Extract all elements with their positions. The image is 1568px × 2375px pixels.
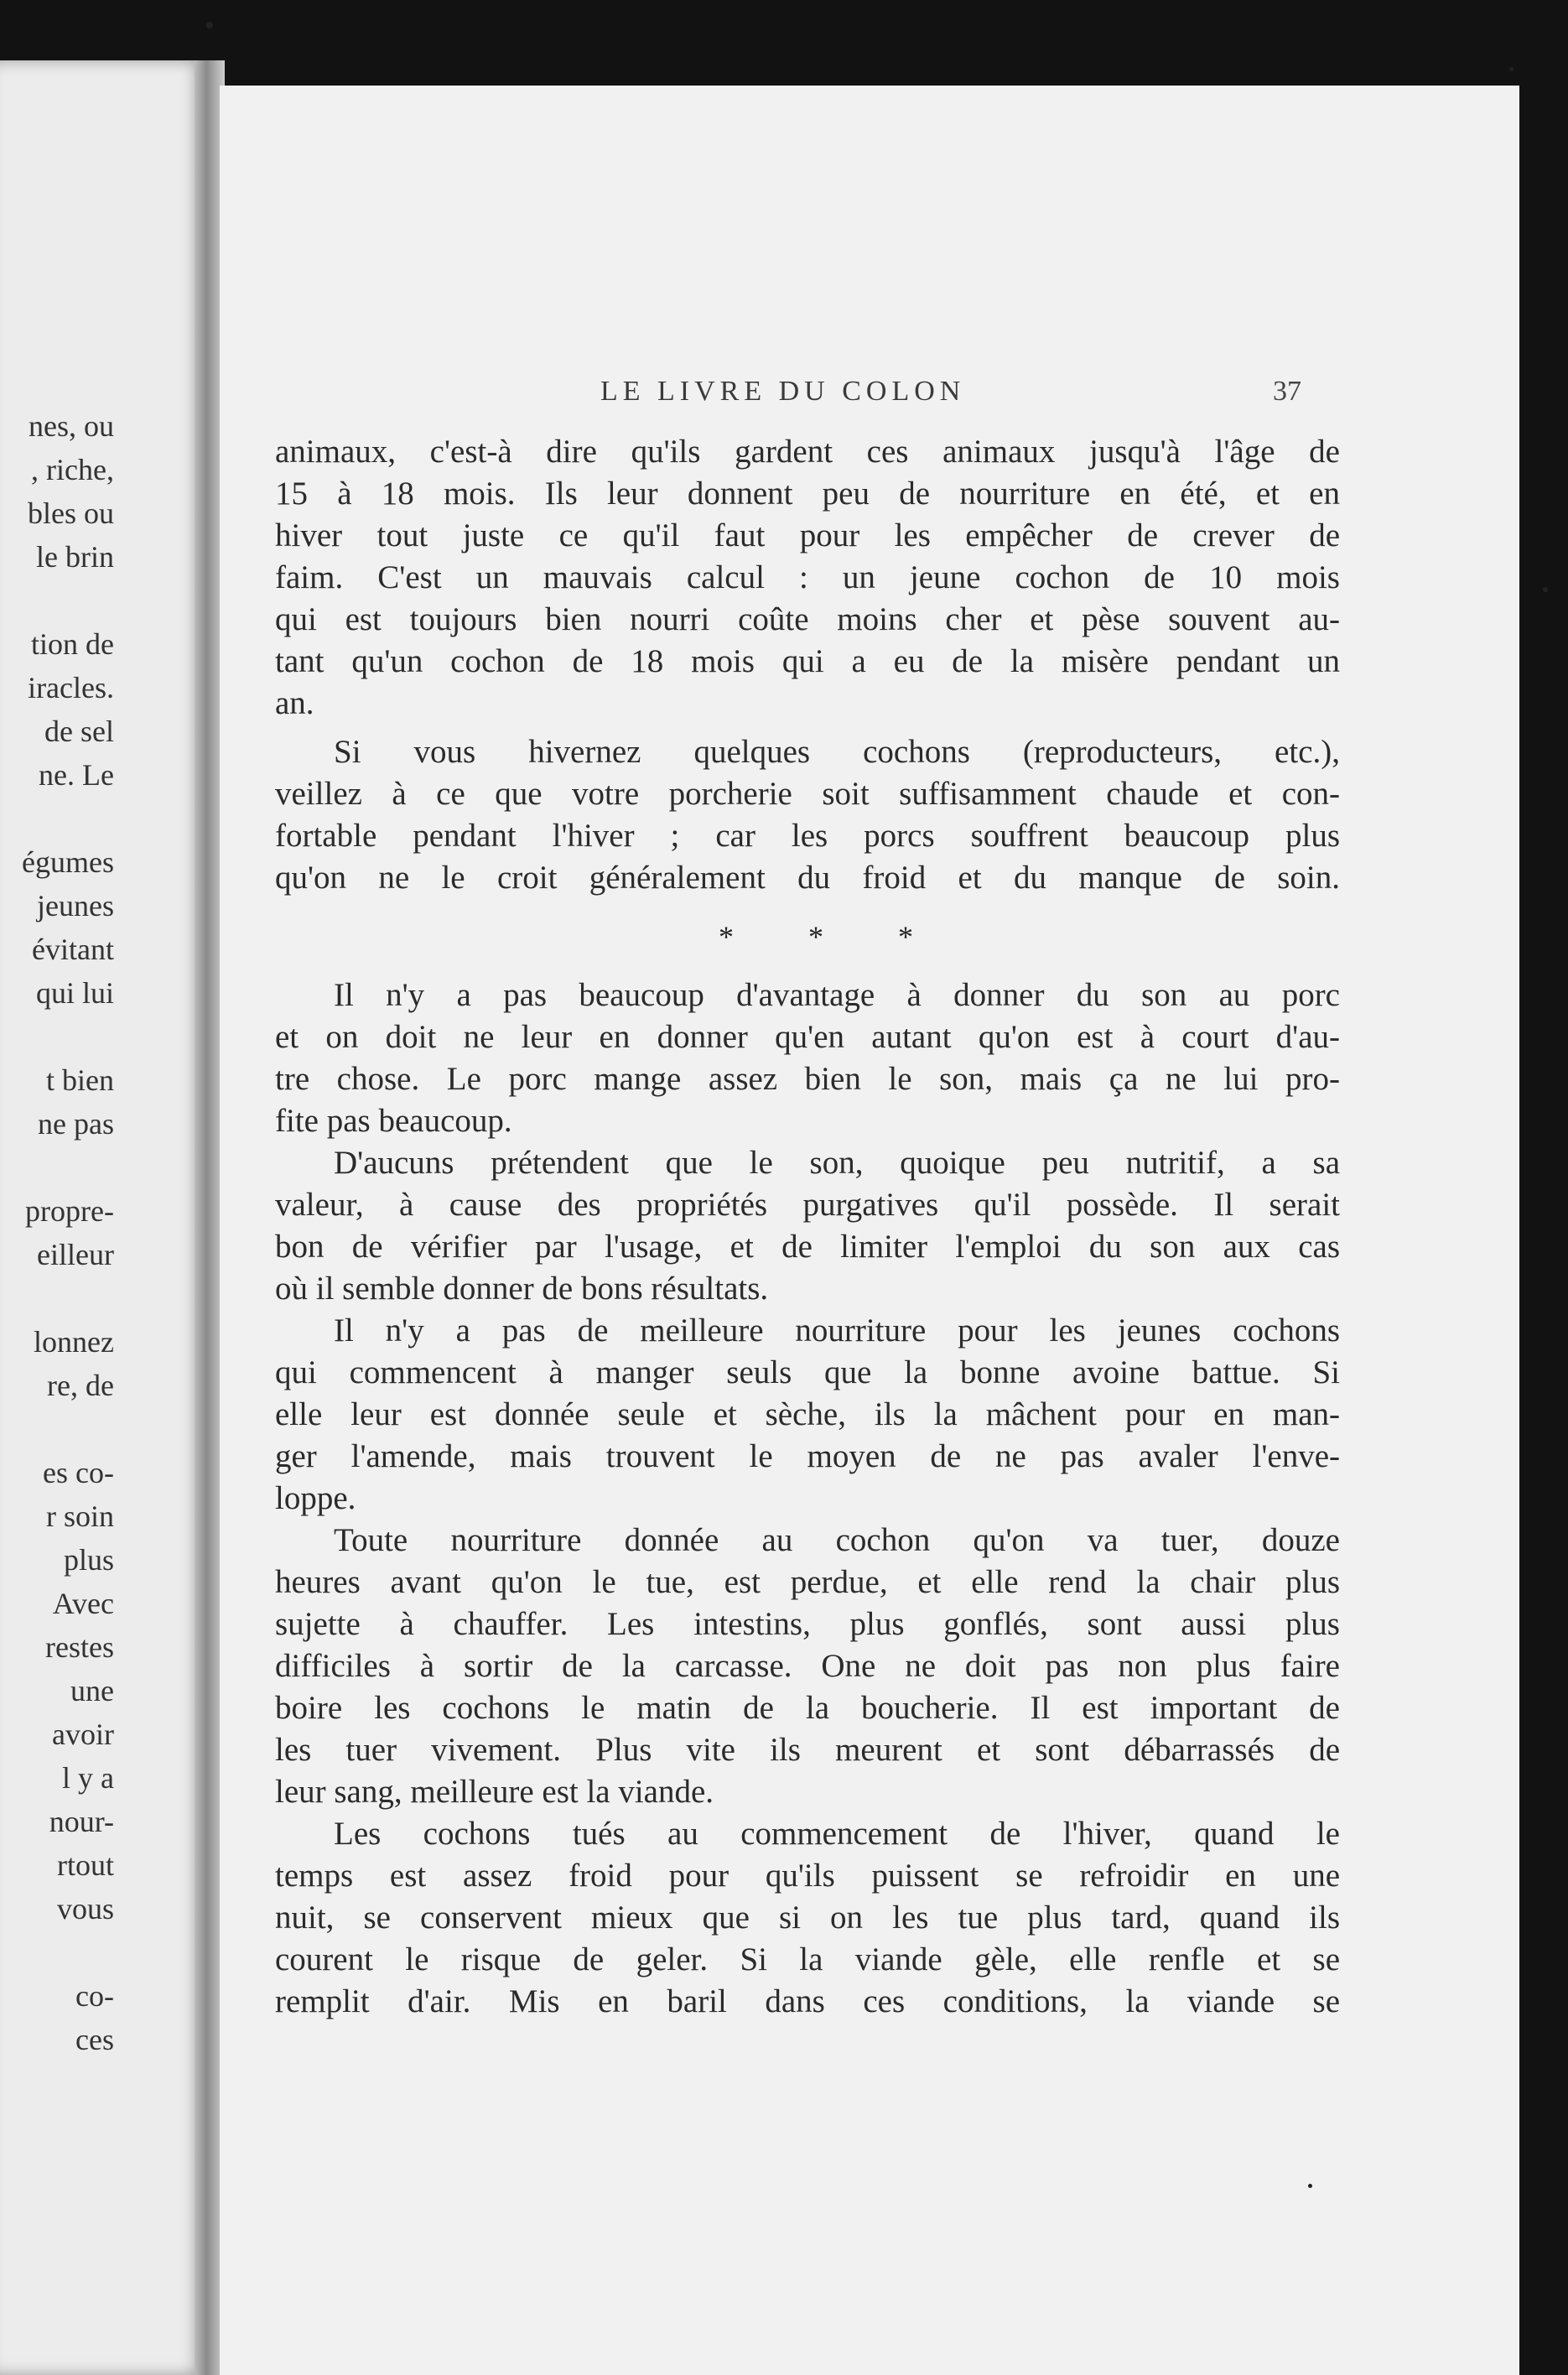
scan-speck [1308, 2184, 1312, 2188]
section-ornament: * * * [719, 920, 947, 954]
scan-speck [1543, 587, 1548, 592]
text-line: bon de vérifier par l'usage, et de limiter l'emploi du son aux cas [275, 1229, 1340, 1265]
text-line: temps est assez froid pour qu'ils puissent se refroidir en une [275, 1858, 1340, 1894]
previous-page-line: nour- [49, 1805, 114, 1838]
text-line: Si vous hivernez quelques cochons (reproducteurs, etc.), [334, 734, 1340, 770]
text-line: Toute nourriture donnée au cochon qu'on va tuer, douze [334, 1522, 1340, 1558]
text-line: fite pas beaucoup. [275, 1103, 512, 1139]
previous-page-line: re, de [47, 1369, 114, 1402]
text-line: Il n'y a pas beaucoup d'avantage à donner du son au porc [334, 977, 1340, 1013]
book-page [220, 86, 1519, 2375]
paragraph [275, 1310, 1340, 1520]
paragraph [275, 431, 1340, 725]
text-line: ger l'amende, mais trouvent le moyen de ne pas avaler l'enve- [275, 1438, 1340, 1474]
text-line: les tuer vivement. Plus vite ils meurent et sont débarrassés de [275, 1732, 1340, 1768]
previous-page-line: rtout [57, 1848, 114, 1882]
page-body [275, 431, 1340, 2023]
previous-page-line: eilleur [37, 1238, 114, 1271]
text-line: où il semble donner de bons résultats. [275, 1271, 769, 1307]
text-line: et on doit ne leur en donner qu'en autant qu'on est à court d'au- [275, 1019, 1340, 1055]
paragraph [275, 1520, 1340, 1813]
text-line: boire les cochons le matin de la boucherie. Il est important de [275, 1690, 1340, 1726]
text-line: courent le risque de geler. Si la viande gèle, elle renfle et se [275, 1941, 1340, 1977]
text-line: qui commencent à manger seuls que la bonne avoine battue. Si [275, 1354, 1340, 1390]
text-line: Il n'y a pas de meilleure nourriture pour les jeunes cochons [334, 1312, 1340, 1349]
text-line: veillez à ce que votre porcherie soit suffisamment chaude et con- [275, 776, 1340, 812]
text-line: loppe. [275, 1480, 356, 1516]
previous-page-line: Avec [52, 1587, 114, 1620]
text-line: D'aucuns prétendent que le son, quoique peu nutritif, a sa [334, 1145, 1340, 1181]
text-line: animaux, c'est-à dire qu'ils gardent ces animaux jusqu'à l'âge de [275, 434, 1340, 470]
text-line: sujette à chauffer. Les intestins, plus gonflés, sont aussi plus [275, 1606, 1340, 1642]
scan-speck [206, 22, 213, 29]
text-line: hiver tout juste ce qu'il faut pour les empêcher de crever de [275, 517, 1340, 553]
previous-page-line: iracles. [28, 671, 114, 704]
previous-page-line: r soin [46, 1499, 114, 1533]
text-line: faim. C'est un mauvais calcul : un jeune cochon de 10 mois [275, 559, 1340, 595]
text-line: Les cochons tués au commencement de l'hiver, quand le [334, 1816, 1340, 1852]
previous-page-line: es co- [43, 1456, 114, 1489]
text-line: elle leur est donnée seule et sèche, ils la mâchent pour en man- [275, 1396, 1340, 1432]
previous-page-line: le brin [36, 540, 114, 574]
paragraph [275, 1813, 1340, 2023]
previous-page-line: égumes [22, 845, 114, 879]
paragraph [275, 974, 1340, 1142]
previous-page-line: l y a [62, 1761, 114, 1795]
previous-page-line: restes [45, 1630, 114, 1664]
previous-page-line: ne. Le [39, 758, 114, 792]
text-line: nuit, se conservent mieux que si on les tue plus tard, quand ils [275, 1899, 1340, 1936]
previous-page-line: ne pas [38, 1107, 114, 1141]
paragraph [275, 731, 1340, 899]
previous-page-line: vous [56, 1892, 114, 1925]
text-line: heures avant qu'on le tue, est perdue, et elle rend la chair plus [275, 1564, 1340, 1600]
previous-page-line: tion de [31, 627, 114, 661]
text-line: an. [275, 685, 314, 721]
page-number: 37 [1273, 376, 1301, 407]
previous-page-line: avoir [52, 1718, 114, 1751]
text-line: valeur, à cause des propriétés purgatives qu'il possède. Il serait [275, 1187, 1340, 1223]
text-line: 15 à 18 mois. Ils leur donnent peu de nourriture en été, et en [275, 476, 1340, 512]
previous-page-line: propre- [25, 1194, 114, 1228]
previous-page-line: de sel [44, 715, 114, 748]
previous-page-line: plus [63, 1543, 114, 1577]
text-line: remplit d'air. Mis en baril dans ces conditions, la viande se [275, 1983, 1340, 2019]
text-line: tre chose. Le porc mange assez bien le son, mais ça ne lui pro- [275, 1061, 1340, 1097]
previous-page-line: qui lui [35, 976, 114, 1010]
running-title: LE LIVRE DU COLON [600, 376, 966, 407]
text-line: fortable pendant l'hiver ; car les porcs souffrent beaucoup plus [275, 818, 1340, 854]
previous-page-line: bles ou [28, 496, 114, 530]
scan-speck [1509, 67, 1513, 71]
previous-page-line: co- [75, 1979, 114, 2013]
previous-page-line: ces [75, 2023, 114, 2056]
previous-page-fragment [0, 60, 208, 2375]
text-line: qui est toujours bien nourri coûte moins cher et pèse souvent au- [275, 601, 1340, 637]
previous-page-line: évitant [32, 933, 114, 966]
previous-page-line: , riche, [31, 453, 114, 486]
previous-page-line: nes, ou [29, 409, 114, 443]
text-line: difficiles à sortir de la carcasse. One ne doit pas non plus faire [275, 1648, 1340, 1684]
paragraph [275, 1142, 1340, 1310]
text-line: leur sang, meilleure est la viande. [275, 1774, 714, 1810]
previous-page-line: une [70, 1674, 114, 1707]
previous-page-line: t bien [46, 1063, 114, 1097]
text-line: qu'on ne le croit généralement du froid et du manque de soin. [275, 860, 1340, 896]
previous-page-line: jeunes [37, 889, 114, 922]
text-line: tant qu'un cochon de 18 mois qui a eu de la misère pendant un [275, 643, 1340, 679]
previous-page-line: lonnez [34, 1325, 114, 1359]
